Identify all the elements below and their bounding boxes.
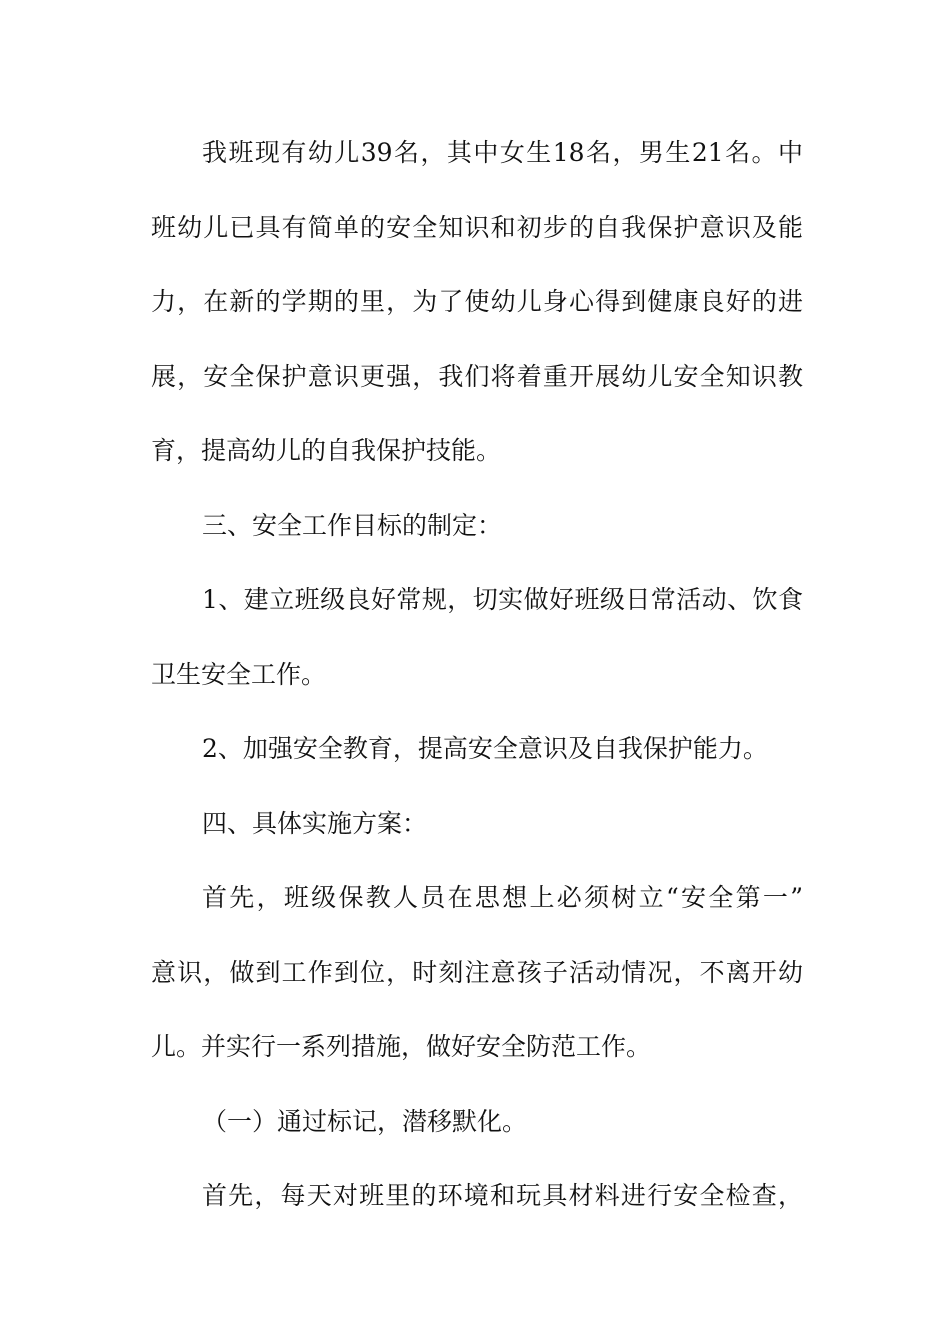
text-line-5: 育，提高幼儿的自我保护技能。 [151,436,502,465]
text-line-7: 1、建立班级良好常规，切实做好班级日常活动、饮食 [202,585,803,614]
text-line-15: 首先，每天对班里的环境和玩具材料进行安全检查， [202,1181,803,1210]
text-line-13: 儿。并实行一系列措施，做好安全防范工作。 [151,1032,652,1061]
text-line-2: 班幼儿已具有简单的安全知识和初步的自我保护意识及能 [151,212,803,242]
text-line-11: 首先，班级保教人员在思想上必须树立“安全第一” [202,883,803,912]
subsection-heading-1: （一）通过标记，潜移默化。 [202,1106,528,1136]
text-line-8: 卫生安全工作。 [151,659,327,689]
section-heading-4: 四、具体实施方案： [202,808,428,838]
text-line-12: 意识，做到工作到位，时刻注意孩子活动情况，不离开幼 [151,957,803,987]
text-line-3: 力，在新的学期的里，为了使幼儿身心得到健康良好的进 [151,287,803,316]
text-line-1: 我班现有幼儿39名，其中女生18名，男生21名。中 [202,138,803,167]
text-line-4: 展，安全保护意识更强，我们将着重开展幼儿安全知识教 [151,361,803,391]
text-line-9: 2、加强安全教育，提高安全意识及自我保护能力。 [202,734,768,763]
section-heading-3: 三、安全工作目标的制定： [202,510,503,540]
document-body [151,126,803,1244]
